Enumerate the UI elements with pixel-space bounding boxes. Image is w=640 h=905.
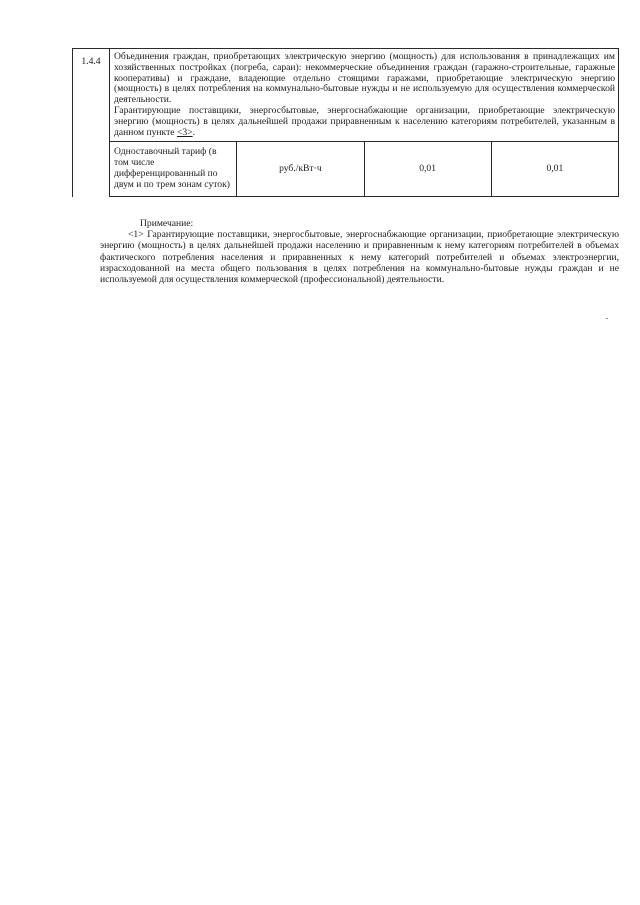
description-paragraph-2-text: Гарантирующие поставщики, энергосбытовые, энергоснабжающие организации, приобретающие электрическую энергию (мощность) в целях дальнейшей продажи приравненным к населению категориям потребителей, указанным в данном пункте <box>114 104 615 138</box>
description-paragraph-2 <box>114 106 615 138</box>
note-section <box>100 218 619 286</box>
description-paragraph-2-end: . <box>192 126 195 138</box>
description-paragraph-1: Объединения граждан, приобретающих электрическую энергию (мощность) для использования в принадлежащих им хозяйственных постройках (погреба, сараи): некоммерческие объединения граждан (гаражно-строительные, гаражные кооперативы) и граждане, владеющие отдельно стоящими гаражами, приобретающие электрическую энергию (мощность) в целях потребления на коммунально-бытовые нужды и не используемую для осуществления коммерческой деятельности. <box>114 51 615 106</box>
value-cell-1: 0,01 <box>364 142 491 197</box>
scan-speck <box>606 318 608 319</box>
table-row <box>73 49 619 142</box>
note-title: Примечание: <box>140 218 194 229</box>
tariff-table <box>72 48 619 197</box>
note-body: <1> Гарантирующие поставщики, энергосбытовые, энергоснабжающие организации, приобретающие электрическую энергию (мощность) в целях дальнейшей продажи населению и приравненным к нему категориям потребителей в объемах фактического потребления населения и приравненных к нему категорий потребителей и объемах электроэнергии, израсходованной на места общего пользования в целях потребления на коммунально-бытовые нужды граждан и не используемой для осуществления коммерческой (профессиональной) деятельности. <box>100 229 619 286</box>
table-row <box>73 142 619 197</box>
unit-cell: руб./кВт·ч <box>237 142 364 197</box>
value-cell-2: 0,01 <box>491 142 618 197</box>
row-code: 1.4.4 <box>73 49 110 197</box>
row-description <box>110 49 619 142</box>
rate-name-cell: Одноставочный тариф (в том числе дифференцированный по двум и по трем зонам суток) <box>110 142 237 197</box>
footnote-reference-link[interactable]: <3> <box>176 126 193 138</box>
note-body-wrap <box>100 229 619 285</box>
